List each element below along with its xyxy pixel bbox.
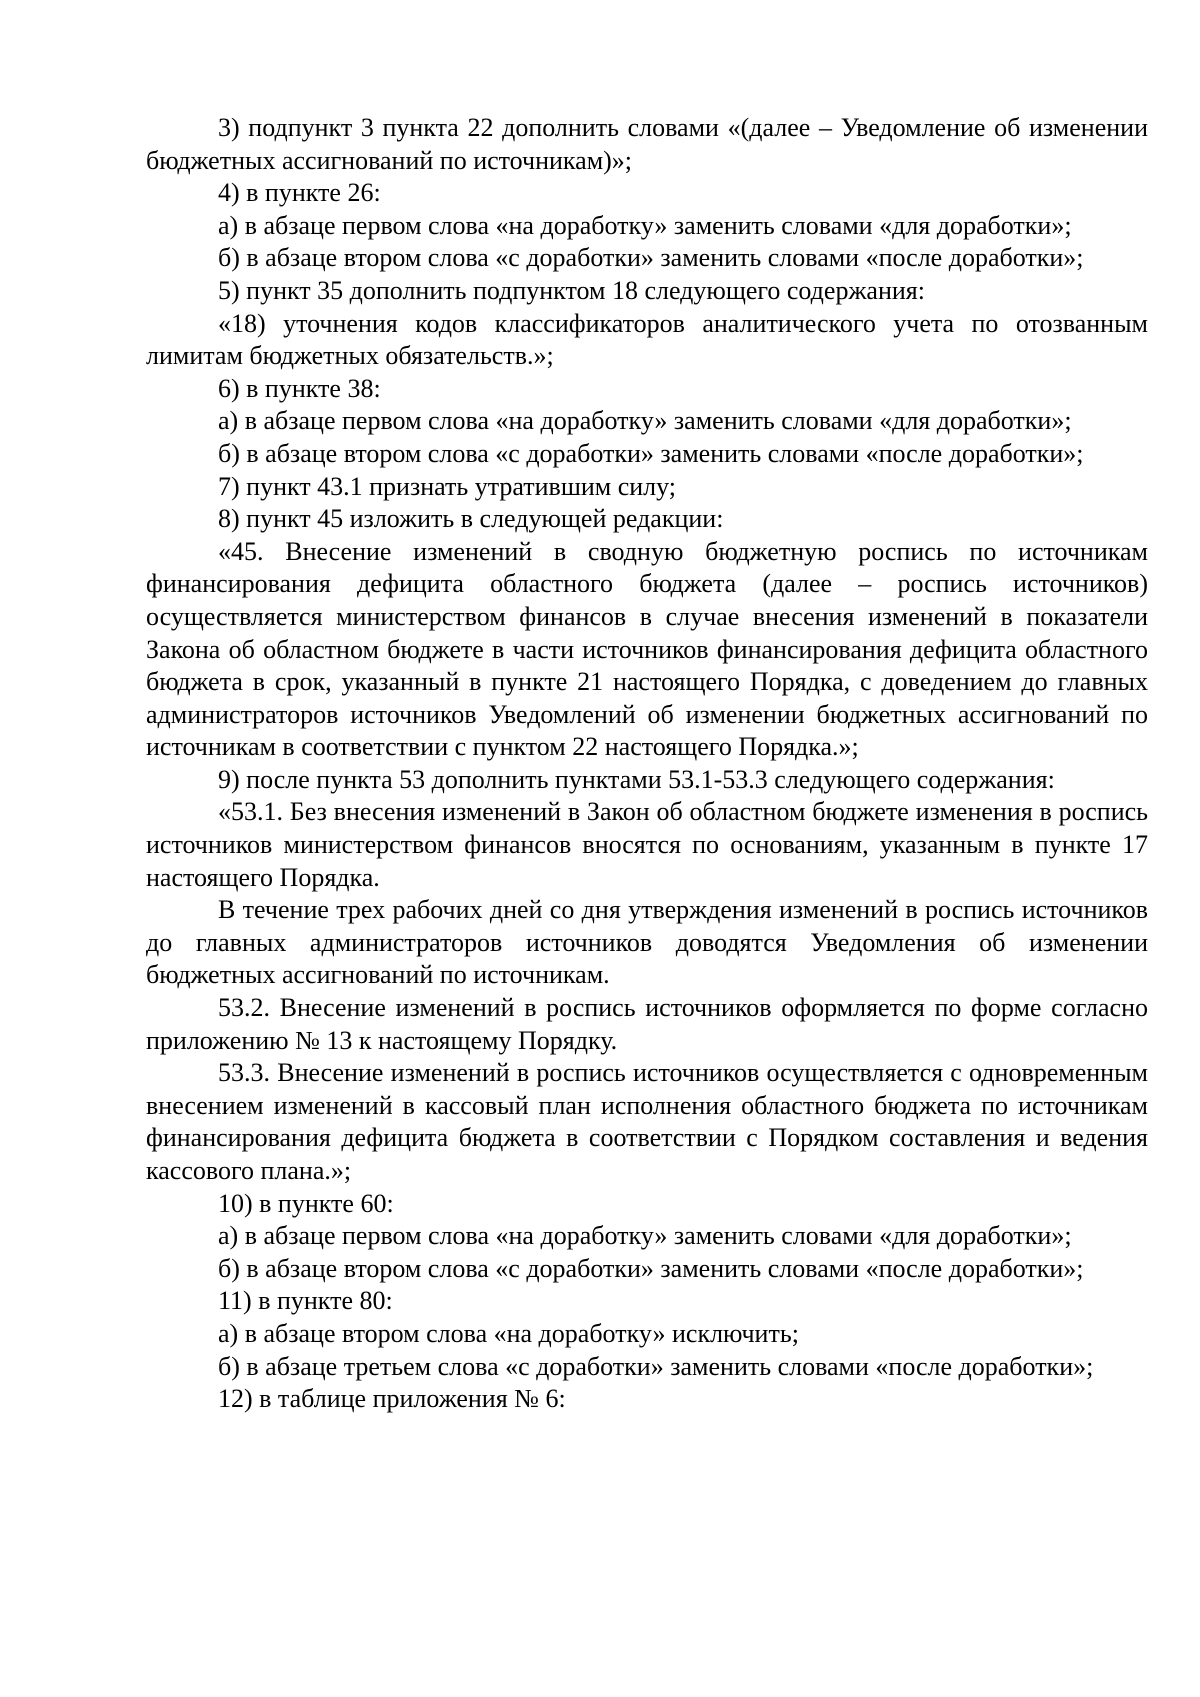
paragraph-4: б) в абзаце втором слова «с доработки» заменить словами «после доработки»; [218,243,1084,273]
paragraph-9: б) в абзаце втором слова «с доработки» заменить словами «после доработки»; [218,438,1084,468]
paragraph-11: 8) пункт 45 изложить в следующей редакции: [218,504,724,534]
paragraph-5: 5) пункт 35 дополнить подпунктом 18 следующего содержания: [218,275,925,305]
paragraph-16: 53.2. Внесение изменений в роспись источников оформляется по форме согласно приложению № 13 к настоящему Порядку. [146,993,1148,1055]
paragraph-2: 4) в пункте 26: [218,178,381,208]
paragraph-14: «53.1. Без внесения изменений в Закон об областном бюджете изменения в роспись источников министерством финансов вносятся по основаниям, указанным в пункте 17 настоящего Порядка. [146,797,1148,892]
paragraph-20: б) в абзаце втором слова «с доработки» заменить словами «после доработки»; [218,1253,1084,1283]
paragraph-3: а) в абзаце первом слова «на доработку» заменить словами «для доработки»; [218,210,1072,240]
document-page [146,112,1148,1416]
paragraph-13: 9) после пункта 53 дополнить пунктами 53.1-53.3 следующего содержания: [218,764,1055,794]
paragraph-23: б) в абзаце третьем слова «с доработки» заменить словами «после доработки»; [218,1351,1094,1381]
paragraph-24: 12) в таблице приложения № 6: [218,1384,566,1414]
paragraph-17: 53.3. Внесение изменений в роспись источников осуществляется с одновременным внесением изменений в кассовый план исполнения областного бюджета по источникам финансирования дефицита бюджета в соответствии с Порядком составления и ведения кассового плана.»; [146,1058,1148,1185]
paragraph-12: «45. Внесение изменений в сводную бюджетную роспись по источникам финансирования дефицита областного бюджета (далее – роспись источников) осуществляется министерством финансов в случае внесения изменений в показатели Закона об областном бюджете в части источников финансирования дефицита областного бюджета в срок, указанный в пункте 21 настоящего Порядка, с доведением до главных администраторов источников Уведомлений об изменении бюджетных ассигнований по источникам в соответствии с пунктом 22 настоящего Порядка.»; [146,536,1148,762]
paragraph-8: а) в абзаце первом слова «на доработку» заменить словами «для доработки»; [218,406,1072,436]
paragraph-6: «18) уточнения кодов классификаторов аналитического учета по отозванным лимитам бюджетных обязательств.»; [146,308,1148,371]
paragraph-1: 3) подпункт 3 пункта 22 дополнить словами «(далее – Уведомление об изменении бюджетных ассигнований по источникам)»; [146,113,1148,175]
paragraph-21: 11) в пункте 80: [218,1286,393,1316]
paragraph-22: а) в абзаце втором слова «на доработку» исключить; [218,1318,799,1348]
paragraph-7: 6) в пункте 38: [218,373,381,403]
paragraph-10: 7) пункт 43.1 признать утратившим силу; [218,471,677,501]
paragraph-19: а) в абзаце первом слова «на доработку» заменить словами «для доработки»; [218,1221,1072,1251]
paragraph-15: В течение трех рабочих дней со дня утверждения изменений в роспись источников до главных администраторов источников доводятся Уведомления об изменении бюджетных ассигнований по источникам. [146,895,1148,990]
paragraph-18: 10) в пункте 60: [218,1188,394,1218]
